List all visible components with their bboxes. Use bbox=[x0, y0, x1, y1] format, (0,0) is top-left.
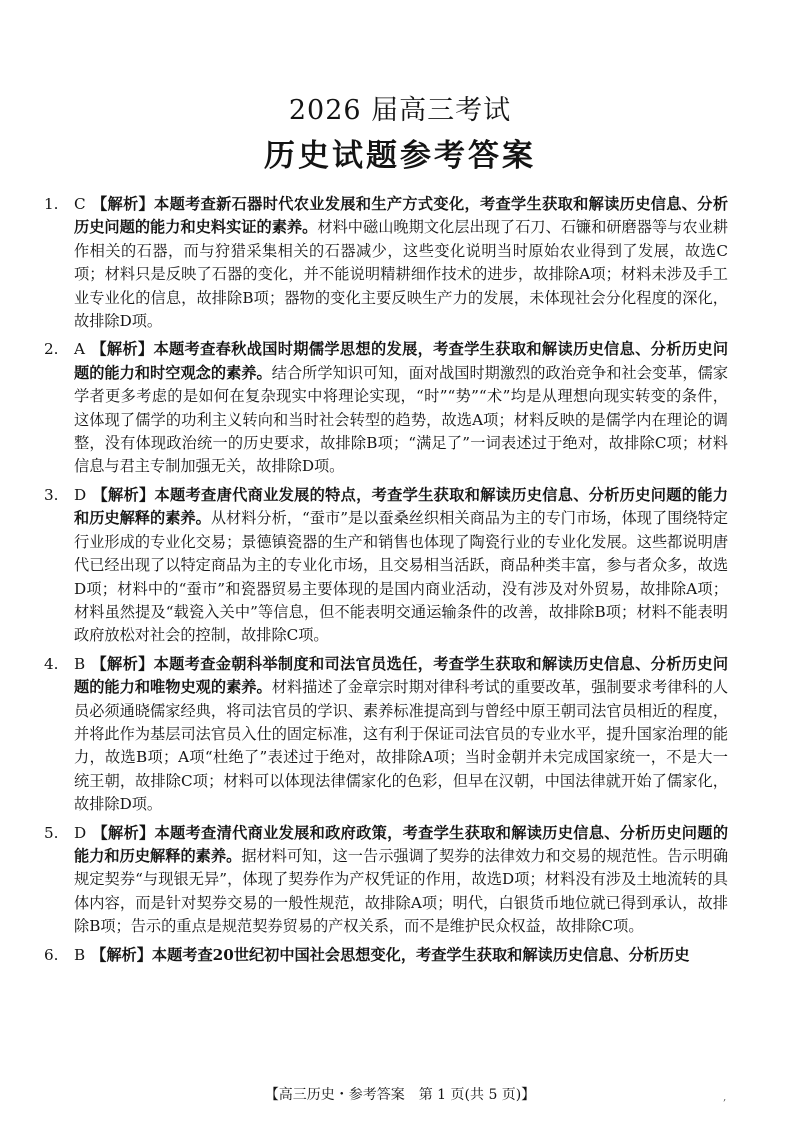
question-2 bbox=[44, 338, 728, 478]
question-number: 5. bbox=[44, 823, 59, 842]
question-body: 据材料可知，这一告示强调了契券的法律效力和交易的规范性。告示明确规定契券“与现银无异”，体现了契券作为产权凭证的作用，故选D项；材料没有涉及土地流转的具体内容，而是针对契券交易的一般性规范，故排除A项；明代，白银货币地位就已得到承认，故排除B项；告示的重点是规范契券贸易的产权关系，而不是维护民众权益，故排除C项。 bbox=[74, 846, 729, 936]
question-lead: 【解析】本题考查春秋战国时期儒学思想的发展，考查学生获取和解读历史信息、分析历史问题的能力和时空观念的素养。 bbox=[74, 340, 728, 382]
question-answer: C bbox=[74, 195, 86, 213]
question-lead: 【解析】本题考查金朝科举制度和司法官员选任，考查学生获取和解读历史信息、分析历史问题的能力和唯物史观的素养。 bbox=[74, 654, 728, 697]
question-lead: 【解析】本题考查新石器时代农业发展和生产方式变化，考查学生获取和解读历史信息、分析历史问题的能力和史料实证的素养。 bbox=[74, 195, 728, 237]
question-number: 1. bbox=[44, 195, 59, 213]
question-5 bbox=[44, 822, 728, 939]
question-lead: 【解析】本题考查20世纪初中国社会思想变化，考查学生获取和解读历史信息、分析历史 bbox=[91, 945, 690, 964]
page-title-line1: 2026 届高三考试 bbox=[288, 95, 512, 126]
question-1 bbox=[44, 193, 728, 333]
answer-list bbox=[44, 193, 728, 972]
question-answer: D bbox=[74, 485, 87, 504]
question-answer: B bbox=[74, 654, 86, 673]
page-title-line2: 历史试题参考答案 bbox=[264, 138, 536, 174]
question-body: 材料中磁山晚期文化层出现了石刀、石镰和研磨器等与农业耕作相关的石器，而与狩猎采集相关的石器减少，这些变化说明当时原始农业得到了发展，故选C项；材料只是反映了石器的变化，并不能说明精耕细作技术的进步，故排除A项；材料未涉及手工业专业化的信息，故排除B项；器物的变化主要反映生产力的发展，未体现社会分化程度的深化，故排除D项。 bbox=[74, 218, 729, 331]
question-answer: B bbox=[74, 945, 86, 964]
question-answer: D bbox=[74, 823, 87, 842]
question-4 bbox=[44, 653, 728, 817]
question-body: 结合所学知识可知，面对战国时期激烈的政治竞争和社会变革，儒家学者更多考虑的是如何在复杂现实中将理论实现，“时”“势”“术”均是从理想向现实转变的条件，这体现了儒学的功利主义转向和当时社会转型的趋势，故选A项；材料反映的是儒学内在理论的调整，没有体现政治统一的历史要求，故排除B项；“满足了”一词表述过于绝对，故排除C项；材料信息与君主专制加强无关，故排除D项。 bbox=[74, 363, 729, 476]
question-body: 材料描述了金章宗时期对律科考试的重要改革，强制要求考律科的人员必须通晓儒家经典，将司法官员的学识、素养标准提高到与曾经中原王朝司法官员相近的程度，并将此作为基层司法官员入仕的固定标准，这有利于保证司法官员的专业水平，提升国家治理的能力，故选B项；A项“杜绝了”表述过于绝对，故排除A项；当时金朝并未完成国家统一，不是大一统王朝，故排除C项；材料可以体现法律儒家化的色彩，但早在汉朝，中国法律就开始了儒家化，故排除D项。 bbox=[74, 678, 729, 814]
question-lead: 【解析】本题考查清代商业发展和政府政策，考查学生获取和解读历史信息、分析历史问题的能力和历史解释的素养。 bbox=[74, 823, 728, 865]
question-body: 从材料分析，“蚕市”是以蚕桑丝织相关商品为主的专门市场，体现了围绕特定行业形成的专业化交易；景德镇瓷器的生产和销售也体现了陶瓷行业的专业化发展。这些都说明唐代已经出现了以特定商品为主的专业化市场，且交易相当活跃，商品种类丰富，参与者众多，故选D项；材料中的“蚕市”和瓷器贸易主要体现的是国内商业活动，没有涉及对外贸易，故排除A项；材料虽然提及“载瓷入关中”等信息，但不能表明交通运输条件的改善，故排除B项；材料不能表明政府放松对社会的控制，故排除C项。 bbox=[74, 509, 728, 645]
question-number: 3. bbox=[44, 485, 59, 504]
question-6 bbox=[44, 944, 728, 967]
question-number: 2. bbox=[44, 340, 59, 359]
corner-mark-icon: ‚ bbox=[723, 1092, 727, 1103]
question-3 bbox=[44, 484, 728, 648]
question-answer: A bbox=[74, 340, 85, 359]
question-number: 4. bbox=[44, 654, 59, 673]
question-number: 6. bbox=[44, 945, 59, 964]
question-lead: 【解析】本题考查唐代商业发展的特点，考查学生获取和解读历史信息、分析历史问题的能力和历史解释的素养。 bbox=[74, 485, 728, 528]
page-footer: 【高三历史・参考答案 第 1 页(共 5 页)】 bbox=[264, 1087, 536, 1103]
